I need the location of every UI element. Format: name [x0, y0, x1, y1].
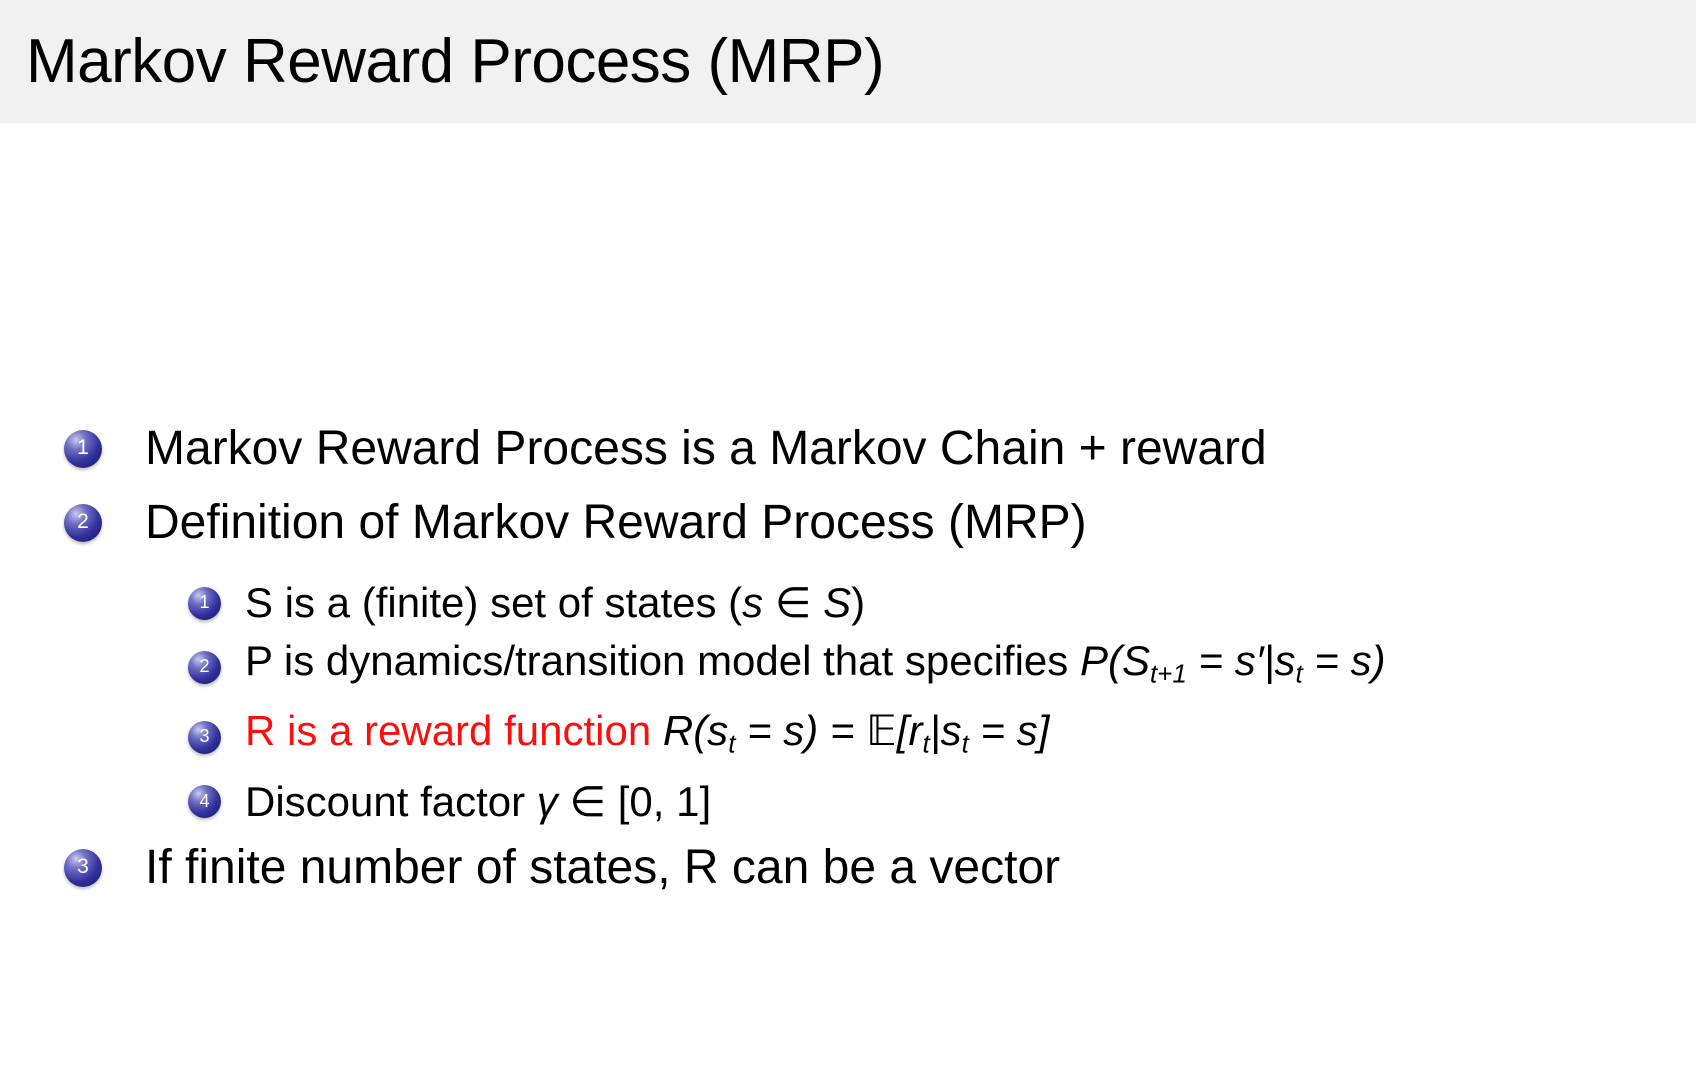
- text-segment: = s′|s: [1186, 637, 1296, 684]
- enumerate-ball-icon: [64, 504, 102, 542]
- ball-number: 1: [199, 592, 210, 612]
- highlighted-text: R is a reward function: [245, 707, 663, 755]
- text-segment: t: [728, 728, 736, 759]
- text-segment: t: [922, 728, 930, 759]
- text-segment: = s]: [968, 707, 1050, 755]
- bullet-list: [0, 420, 1696, 897]
- item-text: [145, 420, 1267, 478]
- enumerate-ball-icon: [64, 849, 102, 887]
- text-segment: ): [851, 579, 866, 626]
- list-item: [0, 839, 1696, 897]
- item-text: [145, 494, 1087, 552]
- ball-number: 3: [199, 726, 210, 747]
- text-segment: P is dynamics/transition model that specifies: [245, 637, 1080, 684]
- item-text: [245, 632, 1386, 702]
- ball-number: 2: [199, 656, 210, 677]
- enumerate-ball-icon: [188, 651, 221, 684]
- text-segment: γ: [536, 777, 558, 825]
- text-segment: If finite number of states, R can be a vector: [145, 840, 1061, 894]
- text-segment: = s) =: [735, 707, 867, 755]
- text-segment: S: [823, 579, 852, 626]
- list-item: [0, 632, 1696, 702]
- text-segment: ∈ [0, 1]: [557, 777, 712, 825]
- item-text: [245, 702, 1049, 772]
- item-text: [245, 574, 865, 632]
- text-segment: s: [742, 579, 764, 626]
- ball-number: 1: [77, 436, 89, 459]
- enumerate-ball-icon: [188, 587, 221, 620]
- list-item: [0, 773, 1696, 831]
- text-segment: 𝔼: [866, 706, 897, 756]
- text-segment: t+1: [1149, 658, 1187, 689]
- text-segment: R(s: [662, 707, 729, 755]
- text-segment: |s: [929, 707, 962, 755]
- enumerate-ball-icon: [188, 785, 221, 818]
- text-segment: Markov Reward Process is a Markov Chain + reward: [145, 422, 1267, 475]
- text-segment: = s): [1302, 637, 1386, 684]
- text-segment: Definition of Markov Reward Process (MRP): [145, 496, 1087, 549]
- slide-title: Markov Reward Process (MRP): [26, 27, 885, 96]
- text-segment: t: [1295, 658, 1303, 689]
- list-item: [0, 574, 1696, 632]
- ball-number: 2: [77, 510, 89, 533]
- ball-number: 3: [77, 854, 89, 878]
- enumerate-ball-icon: [64, 430, 102, 468]
- enumerate-ball-icon: [188, 721, 221, 754]
- item-text: [145, 839, 1060, 897]
- title-bar: [0, 0, 1696, 123]
- text-segment: ∈: [763, 579, 824, 626]
- text-segment: [r: [896, 707, 923, 755]
- text-segment: Discount factor: [245, 777, 537, 825]
- list-item: [0, 420, 1696, 478]
- item-text: [245, 773, 711, 831]
- list-item: [0, 702, 1696, 772]
- text-segment: t: [961, 728, 969, 759]
- list-item: [0, 494, 1696, 552]
- ball-number: 4: [199, 790, 210, 811]
- slide-body: [0, 123, 1696, 1080]
- text-segment: S is a (finite) set of states (: [245, 579, 743, 626]
- text-segment: P(S: [1079, 637, 1150, 684]
